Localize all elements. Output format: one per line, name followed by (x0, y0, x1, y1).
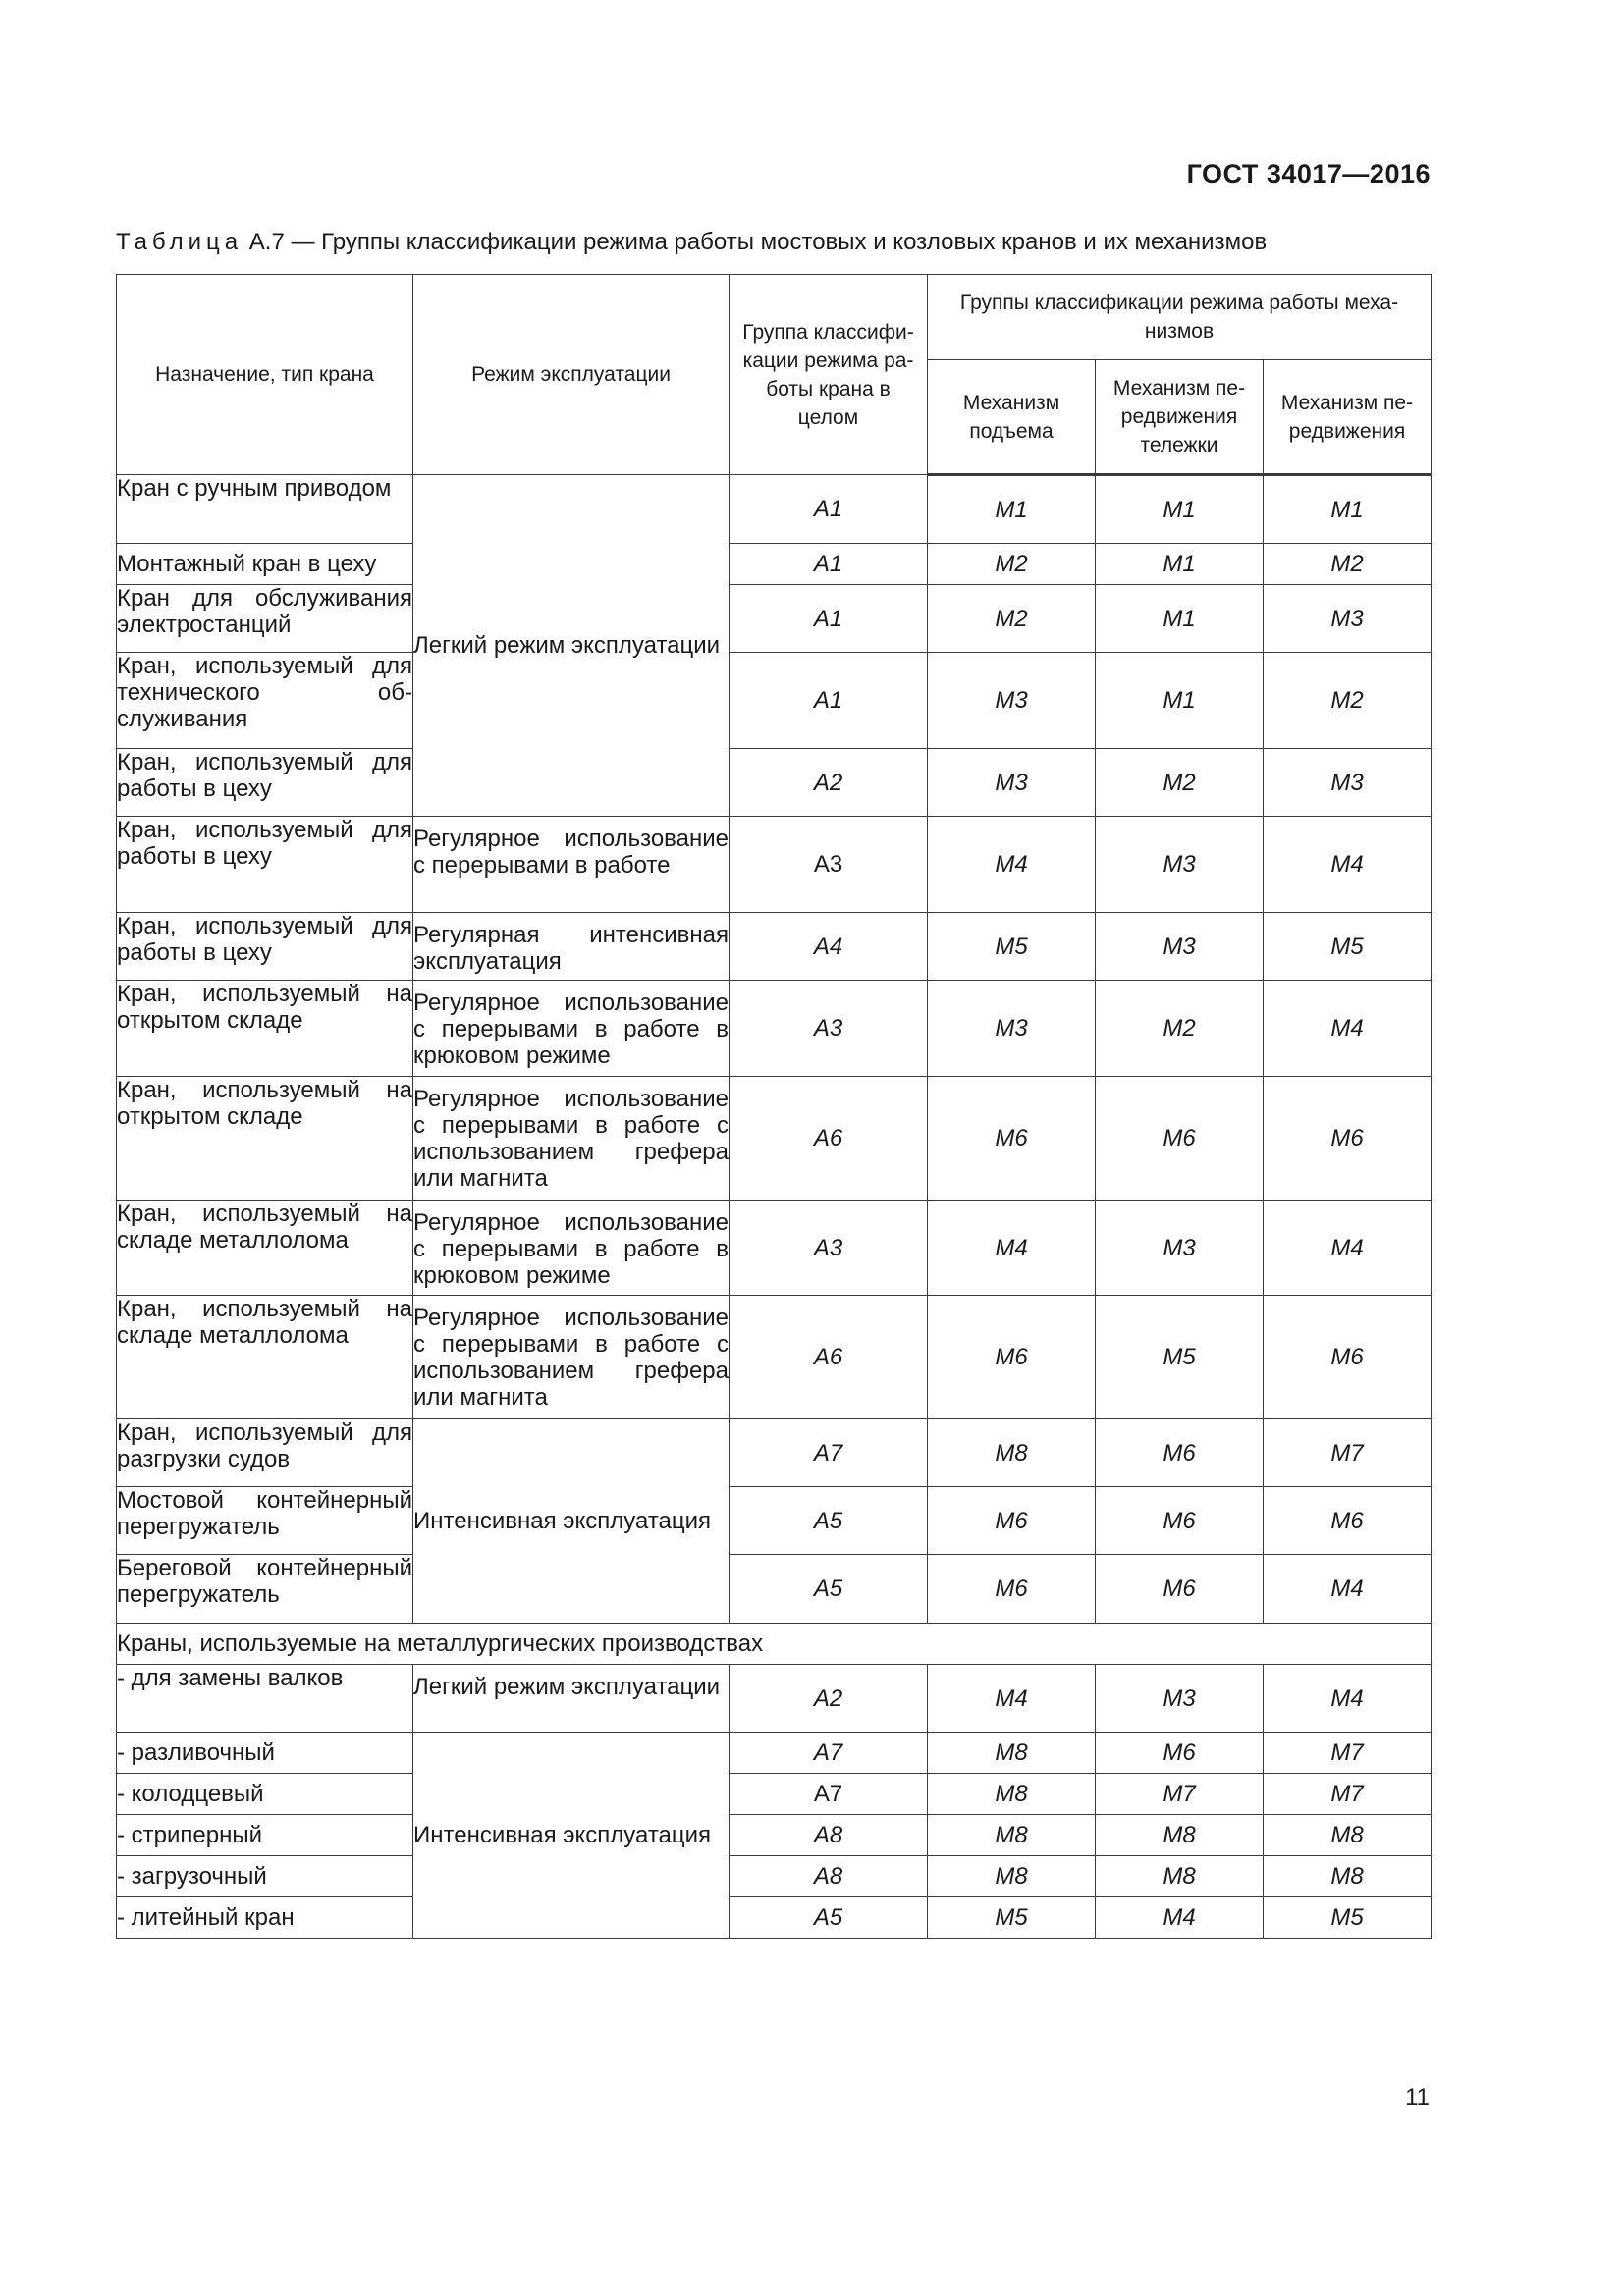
caption-prefix: Таблица (116, 229, 243, 255)
cell-name: - колодцевый (117, 1774, 413, 1815)
cell-crane-group: А3 (730, 1201, 928, 1296)
cell-name: Кран для обслуживания электростанций (117, 585, 413, 653)
cell-crane-group: А1 (730, 544, 928, 585)
table-row (117, 1555, 1432, 1624)
cell-travel: М6 (1264, 1296, 1432, 1419)
cell-crane-group: А3 (730, 981, 928, 1077)
table-row (117, 585, 1432, 653)
table-row (117, 1733, 1432, 1774)
cell-trolley: М8 (1096, 1815, 1264, 1856)
cell-lift: М4 (928, 1665, 1096, 1733)
cell-lift: М3 (928, 749, 1096, 817)
cell-trolley: М1 (1096, 475, 1264, 544)
page-number: 11 (1405, 2084, 1430, 2110)
table-caption (116, 229, 1267, 256)
cell-crane-group: А5 (730, 1897, 928, 1939)
cell-lift: М8 (928, 1856, 1096, 1897)
cell-mode: Регулярная интенсивная эксплуатация (413, 913, 730, 981)
table-row (117, 1077, 1432, 1201)
cell-crane-group: А8 (730, 1856, 928, 1897)
header-mechanism-groups: Группы классификации режима работы механизмов (928, 275, 1432, 360)
header-crane-group: Группа классификации режима работы крана в целом (730, 275, 928, 475)
table-row (117, 1815, 1432, 1856)
cell-travel: М4 (1264, 817, 1432, 913)
table-row (117, 1897, 1432, 1939)
cell-lift: М1 (928, 475, 1096, 544)
cell-lift: М2 (928, 544, 1096, 585)
table-row (117, 475, 1432, 544)
cell-name: Кран, используемый для разгрузки судов (117, 1419, 413, 1487)
section-title: Краны, используемые на металлургических производствах (117, 1624, 1432, 1665)
cell-trolley: М1 (1096, 653, 1264, 749)
cell-lift: М4 (928, 817, 1096, 913)
table-row (117, 817, 1432, 913)
table-row (117, 1296, 1432, 1419)
cell-trolley: М8 (1096, 1856, 1264, 1897)
cell-crane-group: А8 (730, 1815, 928, 1856)
cell-crane-group: А1 (730, 585, 928, 653)
cell-trolley: М3 (1096, 1665, 1264, 1733)
cell-travel: М5 (1264, 913, 1432, 981)
cell-travel: М4 (1264, 1665, 1432, 1733)
table-row (117, 981, 1432, 1077)
cell-mode: Интенсивная эксплуатация (413, 1419, 730, 1624)
cell-name: Кран, используемый на открытом складе (117, 1077, 413, 1201)
cell-travel: М4 (1264, 1201, 1432, 1296)
cell-name: Кран, используемый для технического обслуживания (117, 653, 413, 749)
cell-trolley: М3 (1096, 913, 1264, 981)
cell-crane-group: А1 (730, 475, 928, 544)
cell-trolley: М6 (1096, 1555, 1264, 1624)
cell-name: - литейный кран (117, 1897, 413, 1939)
cell-mode: Легкий режим эксплуатации (413, 475, 730, 817)
cell-crane-group: А1 (730, 653, 928, 749)
table-row (117, 544, 1432, 585)
cell-lift: М2 (928, 585, 1096, 653)
header-trolley: Механизм передвижения тележки (1096, 360, 1264, 475)
cell-travel: М6 (1264, 1077, 1432, 1201)
cell-crane-group: А2 (730, 1665, 928, 1733)
cell-crane-group: А2 (730, 749, 928, 817)
cell-lift: М8 (928, 1419, 1096, 1487)
table-row (117, 1487, 1432, 1555)
cell-trolley: М6 (1096, 1733, 1264, 1774)
cell-trolley: М3 (1096, 817, 1264, 913)
document-code: ГОСТ 34017—2016 (1186, 159, 1431, 188)
cell-crane-group: А7 (730, 1419, 928, 1487)
cell-travel: М1 (1264, 475, 1432, 544)
cell-travel: М8 (1264, 1815, 1432, 1856)
cell-lift: М4 (928, 1201, 1096, 1296)
cell-travel: М2 (1264, 653, 1432, 749)
cell-name: - для замены валков (117, 1665, 413, 1733)
cell-trolley: М6 (1096, 1077, 1264, 1201)
cell-lift: М6 (928, 1077, 1096, 1201)
cell-trolley: М6 (1096, 1419, 1264, 1487)
cell-name: Мостовой контейнерный перегружатель (117, 1487, 413, 1555)
cell-crane-group: А3 (730, 817, 928, 913)
section-row (117, 1624, 1432, 1665)
table-row (117, 1665, 1432, 1733)
cell-travel: М6 (1264, 1487, 1432, 1555)
cell-name: - загрузочный (117, 1856, 413, 1897)
cell-crane-group: А7 (730, 1774, 928, 1815)
cell-crane-group: А6 (730, 1077, 928, 1201)
cell-name: Монтажный кран в цеху (117, 544, 413, 585)
cell-name: - стриперный (117, 1815, 413, 1856)
cell-name: - разливочный (117, 1733, 413, 1774)
cell-travel: М5 (1264, 1897, 1432, 1939)
cell-crane-group: А5 (730, 1487, 928, 1555)
cell-trolley: М5 (1096, 1296, 1264, 1419)
cell-crane-group: А5 (730, 1555, 928, 1624)
cell-travel: М3 (1264, 749, 1432, 817)
cell-mode: Регулярное использование с перерывами в работе (413, 817, 730, 913)
header-lift: Механизм подъема (928, 360, 1096, 475)
cell-lift: М3 (928, 653, 1096, 749)
cell-travel: М7 (1264, 1733, 1432, 1774)
cell-name: Кран, используемый для работы в цеху (117, 817, 413, 913)
cell-travel: М2 (1264, 544, 1432, 585)
cell-trolley: М2 (1096, 981, 1264, 1077)
cell-lift: М6 (928, 1555, 1096, 1624)
cell-trolley: М2 (1096, 749, 1264, 817)
cell-travel: М4 (1264, 981, 1432, 1077)
cell-lift: М8 (928, 1733, 1096, 1774)
cell-crane-group: А4 (730, 913, 928, 981)
cell-trolley: М1 (1096, 585, 1264, 653)
cell-name: Кран, используемый на складе металлолома (117, 1201, 413, 1296)
cell-mode: Регулярное использование с перерывами в работе в крюковом режиме (413, 981, 730, 1077)
cell-mode: Регулярное использование с перерывами в работе с использованием грефера или магнита (413, 1296, 730, 1419)
table-row (117, 913, 1432, 981)
table-row (117, 1419, 1432, 1487)
table-row (117, 653, 1432, 749)
cell-mode: Регулярное использование с перерывами в работе в крюковом режиме (413, 1201, 730, 1296)
cell-trolley: М1 (1096, 544, 1264, 585)
header-travel: Механизм передвижения (1264, 360, 1432, 475)
cell-name: Кран, используемый для работы в цеху (117, 749, 413, 817)
table-row (117, 749, 1432, 817)
cell-lift: М6 (928, 1487, 1096, 1555)
table-row (117, 1774, 1432, 1815)
cell-name: Береговой контейнерный перегружатель (117, 1555, 413, 1624)
table-row (117, 1201, 1432, 1296)
caption-text: А.7 — Группы классификации режима работы мостовых и козловых кранов и их механизмов (248, 229, 1268, 255)
cell-trolley: М3 (1096, 1201, 1264, 1296)
cell-trolley: М4 (1096, 1897, 1264, 1939)
cell-lift: М6 (928, 1296, 1096, 1419)
cell-lift: М5 (928, 1897, 1096, 1939)
cell-travel: М4 (1264, 1555, 1432, 1624)
cell-travel: М8 (1264, 1856, 1432, 1897)
cell-lift: М8 (928, 1774, 1096, 1815)
cell-travel: М7 (1264, 1419, 1432, 1487)
header-mode: Режим эксплуатации (413, 275, 730, 475)
cell-name: Кран, используемый на открытом складе (117, 981, 413, 1077)
cell-lift: М3 (928, 981, 1096, 1077)
cell-crane-group: А7 (730, 1733, 928, 1774)
table-row (117, 1856, 1432, 1897)
cell-mode: Легкий режим эксплуатации (413, 1665, 730, 1733)
cell-lift: М5 (928, 913, 1096, 981)
cell-crane-group: А6 (730, 1296, 928, 1419)
cell-mode: Регулярное использование с перерывами в работе с использованием грефера или магнита (413, 1077, 730, 1201)
cell-name: Кран с ручным приводом (117, 475, 413, 544)
cell-name: Кран, используемый для работы в цеху (117, 913, 413, 981)
cell-mode: Интенсивная эксплуатация (413, 1733, 730, 1939)
cell-travel: М3 (1264, 585, 1432, 653)
cell-trolley: М6 (1096, 1487, 1264, 1555)
cell-trolley: М7 (1096, 1774, 1264, 1815)
classification-table (116, 274, 1432, 1939)
header-purpose: Назначение, тип крана (117, 275, 413, 475)
cell-lift: М8 (928, 1815, 1096, 1856)
cell-travel: М7 (1264, 1774, 1432, 1815)
cell-name: Кран, используемый на складе металлолома (117, 1296, 413, 1419)
